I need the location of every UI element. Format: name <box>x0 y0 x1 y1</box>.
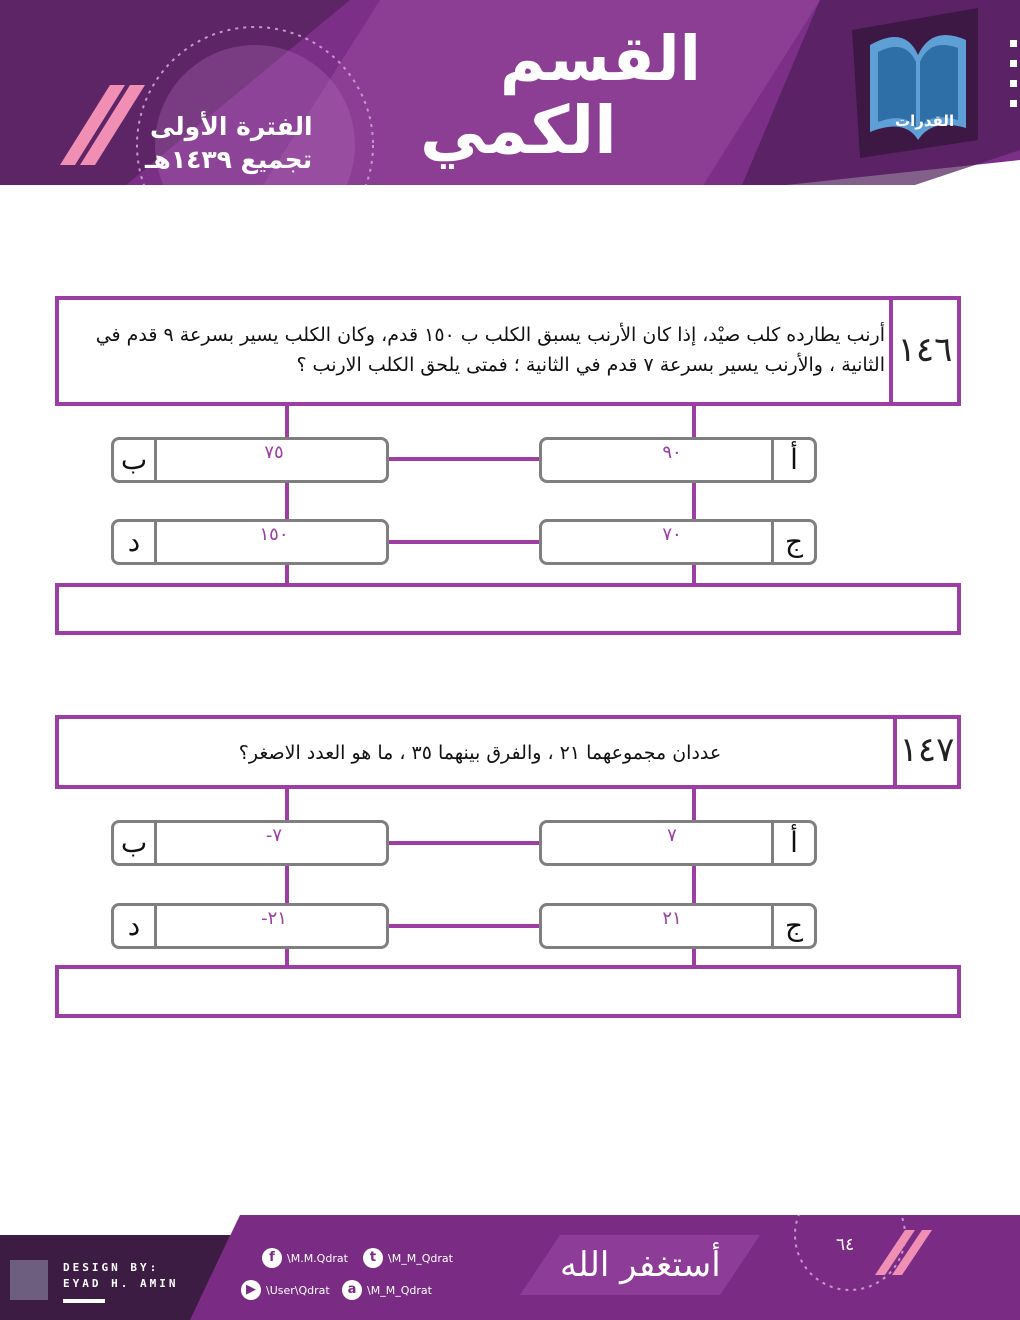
ask-icon[interactable]: a <box>342 1280 362 1300</box>
connector-line <box>388 924 542 928</box>
option-divider <box>154 440 157 480</box>
facebook-handle[interactable]: \M.M.Qdrat <box>287 1252 348 1265</box>
section-title-line2: الكمي <box>420 92 617 169</box>
option-d[interactable] <box>111 519 389 565</box>
connector-line <box>285 403 289 598</box>
designer-name: EYAD H. AMIN <box>63 1277 179 1290</box>
option-divider <box>154 906 157 946</box>
design-by-label: DESIGN BY: <box>63 1261 160 1274</box>
youtube-handle[interactable]: \User\Qdrat <box>266 1284 330 1297</box>
question-number: ١٤٦ <box>897 330 953 370</box>
page-footer <box>0 1215 1020 1320</box>
connector-line <box>388 540 542 544</box>
designer-logo <box>10 1260 48 1300</box>
option-letter: ج <box>784 909 804 942</box>
calligraphy-text: أستغفر الله <box>560 1245 721 1285</box>
option-letter: أ <box>790 826 798 859</box>
option-value: ٢١ <box>662 908 682 929</box>
option-divider <box>154 522 157 562</box>
option-letter: ج <box>784 525 804 558</box>
option-value: ٧٥ <box>264 442 284 463</box>
section-title-line1: القسم <box>500 22 701 95</box>
page-header <box>0 0 1020 190</box>
answer-box[interactable] <box>55 583 961 635</box>
option-a[interactable] <box>539 437 817 483</box>
page-number: ٦٤ <box>836 1235 855 1255</box>
option-a[interactable] <box>539 820 817 866</box>
connector-line <box>692 403 696 598</box>
option-letter: د <box>127 525 141 558</box>
ask-handle[interactable]: \M_M_Qdrat <box>367 1284 432 1297</box>
connector-line <box>388 841 542 845</box>
question-number: ١٤٧ <box>899 730 955 770</box>
book-logo-icon <box>852 8 978 158</box>
option-value: -٧ <box>265 825 283 846</box>
option-letter: ب <box>120 443 148 476</box>
twitter-icon[interactable]: t <box>363 1248 383 1268</box>
option-c[interactable] <box>539 519 817 565</box>
option-divider <box>154 823 157 863</box>
option-b[interactable] <box>111 820 389 866</box>
option-b[interactable] <box>111 437 389 483</box>
option-value: ٩٠ <box>662 442 682 463</box>
option-value: -٢١ <box>261 908 287 929</box>
youtube-icon[interactable]: ▶ <box>241 1280 261 1300</box>
option-d[interactable] <box>111 903 389 949</box>
design-credit <box>63 1260 178 1292</box>
question-text: أرنب يطارده كلب صيْد، إذا كان الأرنب يسبق الكلب ب ١٥٠ قدم، وكان الكلب يسير بسرعة ٩ قدم في الثانية ، والأرنب يسير بسرعة ٧ قدم في الثانية ؛ فمتى يلحق الكلب الارنب ؟ <box>95 324 885 376</box>
option-c[interactable] <box>539 903 817 949</box>
twitter-handle[interactable]: \M_M_Qdrat <box>388 1252 453 1265</box>
question-text: عددان مجموعهما ٢١ ، والفرق بينهما ٣٥ ، ما هو العدد الاصغر؟ <box>238 742 722 764</box>
option-letter: ب <box>120 826 148 859</box>
facebook-icon[interactable]: f <box>262 1248 282 1268</box>
logo-text: القدرات <box>895 112 955 130</box>
option-value: ١٥٠ <box>259 524 289 545</box>
answer-box[interactable] <box>55 965 961 1018</box>
option-value: ٧٠ <box>662 524 682 545</box>
connector-line <box>388 457 542 461</box>
option-letter: أ <box>790 443 798 476</box>
collection-label: تجميع ١٤٣٩هـ <box>145 145 313 174</box>
question-number-divider <box>889 296 893 406</box>
period-label: الفترة الأولى <box>150 112 313 141</box>
option-value: ٧ <box>667 825 677 846</box>
option-letter: د <box>127 909 141 942</box>
